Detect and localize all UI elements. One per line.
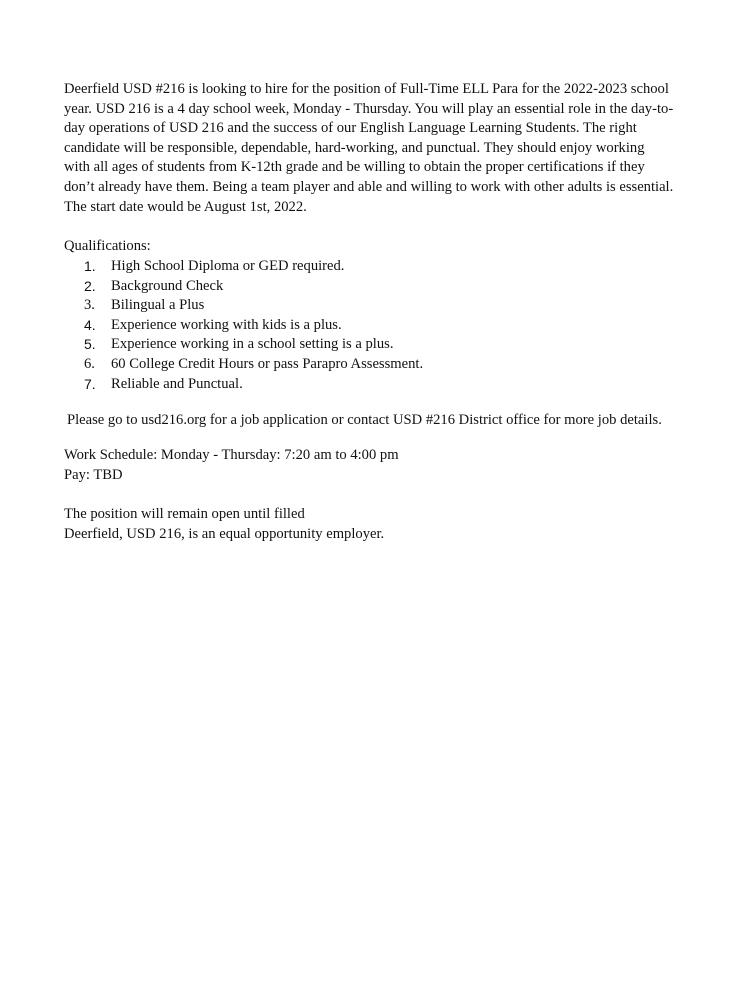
list-item-number: 6. (84, 355, 95, 372)
list-item-text: Experience working with kids is a plus. (111, 316, 342, 333)
pay-line: Pay: TBD (64, 467, 123, 483)
list-item-number: 2. (84, 277, 96, 294)
list-item-number: 7. (84, 375, 96, 392)
intro-paragraph: Deerfield USD #216 is looking to hire for the position of Full-Time ELL Para for the 2022-2023 school year. USD 216 is a 4 day school week, Monday - Thursday. You will play an essential role in the day-to-day operations of USD 216 and the success of our English Language Learning Students. The right candidate will be responsible, dependable, hard-working, and punctual. They should enjoy working with all ages of students from K-12th grade and be willing to obtain the proper certifications if they don’t already have them. Being a team player and able and willing to work with other adults is essential. The start date would be August 1st, 2022. (64, 81, 674, 215)
list-item (84, 277, 644, 297)
list-item-number: 3. (84, 297, 95, 314)
list-item (84, 355, 644, 375)
list-item (84, 375, 644, 395)
list-item-text: High School Diploma or GED required. (111, 258, 345, 274)
list-item-number: 5. (84, 336, 96, 353)
list-item (84, 257, 644, 277)
list-item (84, 335, 644, 355)
contact-paragraph: Please go to usd216.org for a job application or contact USD #216 District office for more job details. (67, 412, 662, 428)
list-item-text: 60 College Credit Hours or pass Parapro Assessment. (111, 355, 424, 372)
list-item-text: Reliable and Punctual. (111, 375, 243, 392)
list-item-text: Background Check (111, 277, 224, 294)
list-item-text: Experience working in a school setting is a plus. (111, 336, 394, 353)
list-item-text: Bilingual a Plus (111, 297, 205, 314)
list-item-number: 1. (84, 258, 96, 274)
list-item (84, 296, 644, 316)
qualifications-heading: Qualifications: (64, 238, 151, 254)
list-item-number: 4. (84, 316, 96, 333)
open-until-filled: The position will remain open until filled (64, 506, 305, 522)
list-item (84, 316, 644, 336)
qualifications-list (84, 257, 644, 394)
equal-opportunity-statement: Deerfield, USD 216, is an equal opportunity employer. (64, 526, 385, 542)
work-schedule: Work Schedule: Monday - Thursday: 7:20 am to 4:00 pm (64, 447, 399, 463)
